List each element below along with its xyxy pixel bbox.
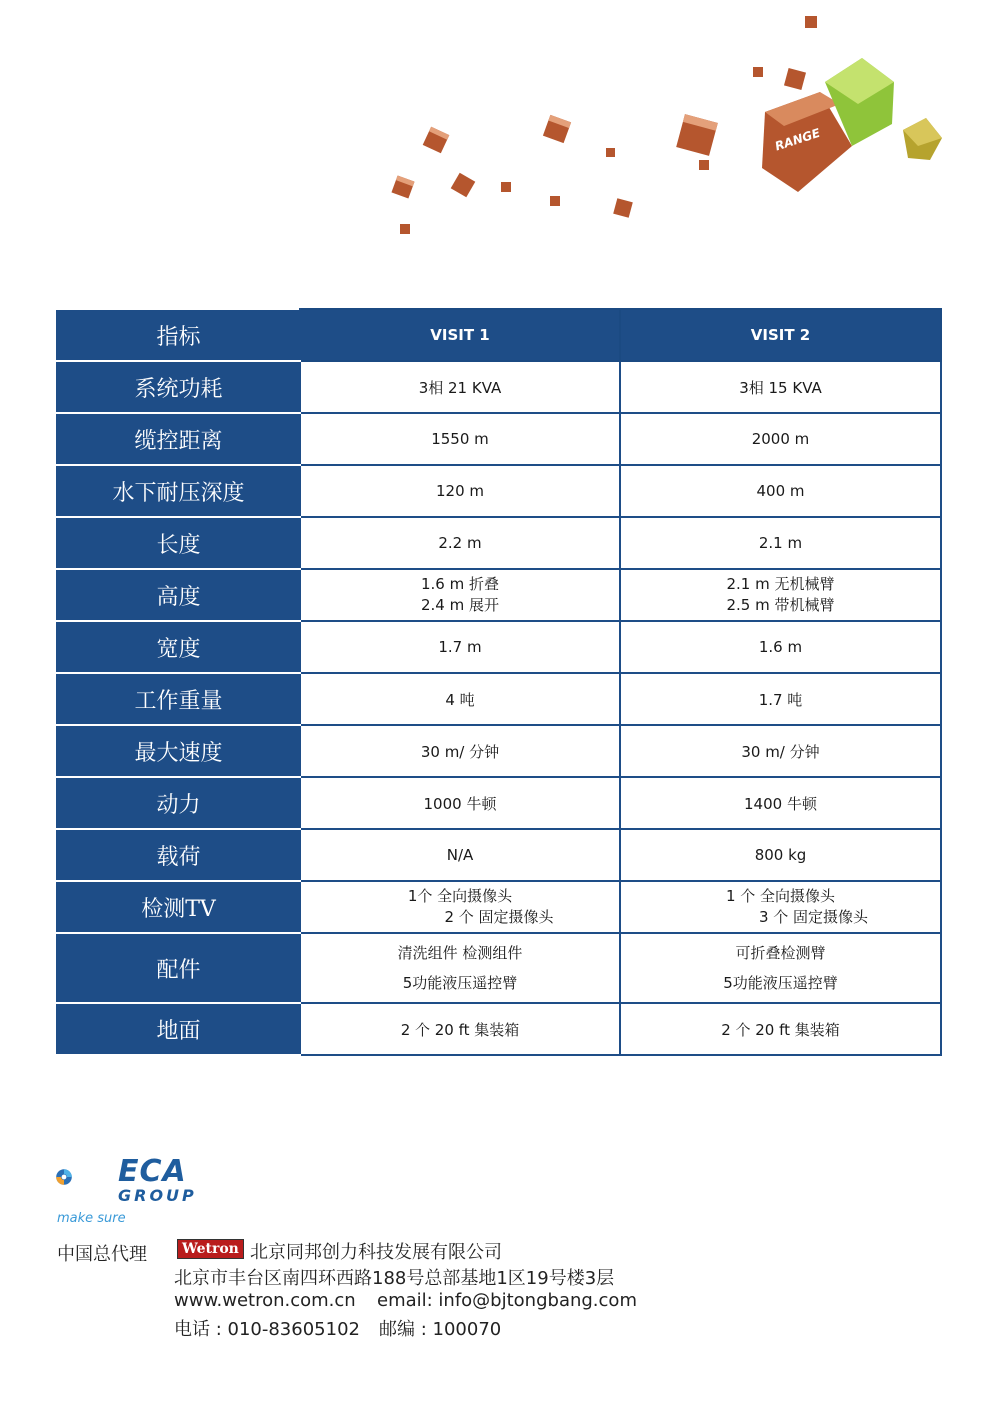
row-label: 动力: [57, 777, 300, 829]
visit1-value: [300, 569, 620, 621]
row-label: 载荷: [57, 829, 300, 881]
agent-label: 中国总代理: [57, 1244, 147, 1265]
value-line: 2 个 固定摄像头: [444, 908, 554, 926]
row-label: 最大速度: [57, 725, 300, 777]
table-row: [57, 465, 941, 517]
value-line: 5功能液压遥控臂: [402, 974, 518, 992]
header-visit1: VISIT 1: [300, 309, 620, 361]
table-row: [57, 569, 941, 621]
visit2-value: 1.7 吨: [620, 673, 941, 725]
decorative-cubes: [370, 0, 970, 260]
table-row: [57, 361, 941, 413]
postcode: 邮编 : 100070: [379, 1319, 502, 1340]
header-visit2: VISIT 2: [620, 309, 941, 361]
website-link[interactable]: www.wetron.com.cn: [174, 1290, 356, 1311]
value-line: 2.4 m 展开: [420, 596, 499, 614]
row-label: 缆控距离: [57, 413, 300, 465]
row-label: 水下耐压深度: [57, 465, 300, 517]
row-label: 宽度: [57, 621, 300, 673]
wetron-logo: Wetron: [177, 1239, 244, 1259]
visit2-value: 1.6 m: [620, 621, 941, 673]
table-row: [57, 1003, 941, 1055]
visit2-value: 2 个 20 ft 集装箱: [620, 1003, 941, 1055]
visit1-value: 30 m/ 分钟: [300, 725, 620, 777]
visit2-value: [620, 881, 941, 933]
visit2-value: 400 m: [620, 465, 941, 517]
row-label: 高度: [57, 569, 300, 621]
small-cubes: [391, 16, 817, 234]
row-label: 地面: [57, 1003, 300, 1055]
row-label: 工作重量: [57, 673, 300, 725]
olive-cube: [903, 118, 942, 160]
table-row: [57, 881, 941, 933]
logo-tagline: make sure: [57, 1211, 126, 1226]
value-line: 2.5 m 带机械臂: [726, 596, 835, 614]
logo-wordmark: ECA: [118, 1154, 187, 1189]
range-label: RANGE: [773, 125, 822, 154]
visit2-value: [620, 933, 941, 1003]
visit1-value: 1000 牛顿: [300, 777, 620, 829]
row-label: 系统功耗: [57, 361, 300, 413]
value-line: 1.6 m 折叠: [420, 575, 499, 593]
value-line: 5功能液压遥控臂: [723, 974, 838, 992]
row-label: 配件: [57, 933, 300, 1003]
table-row: [57, 621, 941, 673]
visit1-value: 2.2 m: [300, 517, 620, 569]
value-line: 3 个 固定摄像头: [758, 908, 869, 926]
visit1-value: 1.7 m: [300, 621, 620, 673]
visit2-value: 2.1 m: [620, 517, 941, 569]
visit1-value: 1550 m: [300, 413, 620, 465]
table-row: [57, 777, 941, 829]
value-line: 1 个 全向摄像头: [725, 887, 836, 905]
header-metric: 指标: [57, 309, 300, 361]
visit2-value: 3相 15 KVA: [620, 361, 941, 413]
row-label: 长度: [57, 517, 300, 569]
visit2-value: 800 kg: [620, 829, 941, 881]
table-header-row: [57, 309, 941, 361]
visit2-value: 2000 m: [620, 413, 941, 465]
visit1-value: 2 个 20 ft 集装箱: [300, 1003, 620, 1055]
value-line: 清洗组件 检测组件: [397, 944, 523, 962]
table-row: [57, 829, 941, 881]
logo-group: GROUP: [118, 1186, 197, 1205]
spec-table: [56, 308, 942, 1056]
value-line: 可折叠检测臂: [735, 944, 826, 962]
value-line: 1个 全向摄像头: [407, 887, 513, 905]
table-row: [57, 725, 941, 777]
table-row: [57, 673, 941, 725]
company-name: 北京同邦创力科技发展有限公司: [250, 1242, 502, 1263]
eca-logo-icon: [55, 1150, 115, 1210]
visit1-value: [300, 933, 620, 1003]
table-row: [57, 413, 941, 465]
company-address: 北京市丰台区南四环西路188号总部基地1区19号楼3层: [174, 1268, 615, 1289]
phone-number: 电话 : 010-83605102: [174, 1319, 360, 1340]
visit2-value: 30 m/ 分钟: [620, 725, 941, 777]
table-row: [57, 933, 941, 1003]
visit1-value: N/A: [300, 829, 620, 881]
visit2-value: 1400 牛顿: [620, 777, 941, 829]
visit1-value: [300, 881, 620, 933]
value-line: 2.1 m 无机械臂: [726, 575, 835, 593]
email-link[interactable]: email: info@bjtongbang.com: [377, 1290, 637, 1311]
visit1-value: 3相 21 KVA: [300, 361, 620, 413]
row-label: 检测TV: [57, 881, 300, 933]
visit2-value: [620, 569, 941, 621]
table-row: [57, 517, 941, 569]
visit1-value: 4 吨: [300, 673, 620, 725]
visit1-value: 120 m: [300, 465, 620, 517]
